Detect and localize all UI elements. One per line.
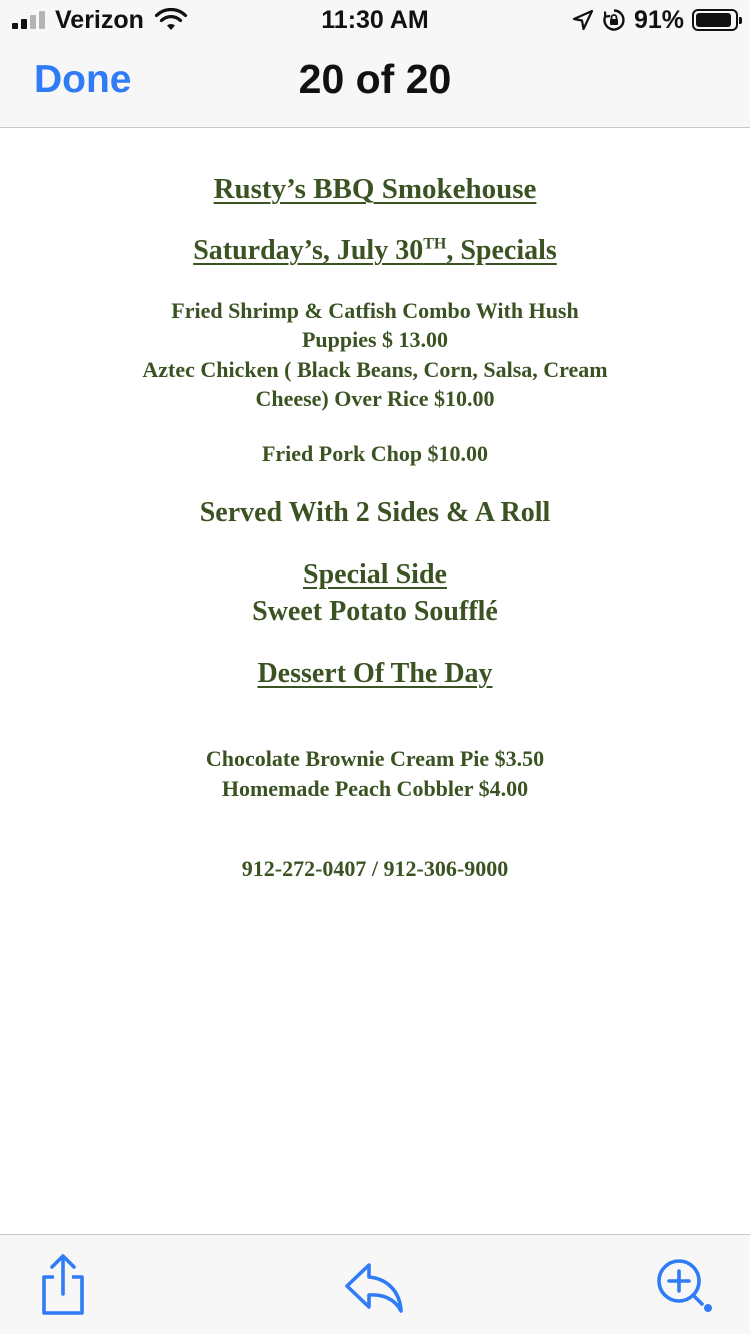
special-item-line: Puppies $ 13.00 <box>301 327 449 352</box>
specials-heading <box>0 235 750 267</box>
dessert-heading: Dessert Of The Day <box>257 658 493 689</box>
special-side-heading: Special Side <box>303 559 447 590</box>
nav-bar <box>0 40 750 128</box>
phone-numbers: 912-272-0407 / 912-306-9000 <box>241 856 509 881</box>
battery-percent: 91% <box>633 5 684 34</box>
carrier-label: Verizon <box>55 5 144 34</box>
share-icon[interactable] <box>36 1253 90 1317</box>
served-with-note: Served With 2 Sides & A Roll <box>199 497 551 528</box>
specials-heading-tail: , Specials <box>446 235 557 266</box>
document-view[interactable] <box>0 129 750 1234</box>
special-item-line: Fried Shrimp & Catfish Combo With Hush <box>171 298 579 323</box>
dessert-item: Chocolate Brownie Cream Pie $3.50 <box>205 746 545 771</box>
dessert-item: Homemade Peach Cobbler $4.00 <box>221 776 529 801</box>
bottom-toolbar <box>0 1234 750 1334</box>
battery-fill <box>696 13 731 27</box>
zoom-in-icon[interactable] <box>655 1257 717 1317</box>
special-item-line: Cheese) Over Rice $10.00 <box>255 386 495 411</box>
rotation-lock-icon <box>602 8 626 32</box>
special-side-item: Sweet Potato Soufflé <box>252 596 498 627</box>
page-counter-title: 20 of 20 <box>298 56 452 102</box>
status-bar <box>0 0 750 40</box>
done-button[interactable]: Done <box>34 58 132 101</box>
battery-icon <box>692 9 738 31</box>
special-item-line: Aztec Chicken ( Black Beans, Corn, Salsa, Cream <box>142 357 608 382</box>
reply-icon[interactable] <box>343 1261 405 1315</box>
pork-chop-item: Fried Pork Chop $10.00 <box>261 441 489 466</box>
specials-heading-date: Saturday’s, July 30 <box>193 235 424 266</box>
location-arrow-icon <box>572 9 594 31</box>
status-right <box>572 6 738 34</box>
specials-heading-suffix: TH <box>423 235 447 253</box>
status-time: 11:30 AM <box>321 6 429 34</box>
restaurant-name: Rusty’s BBQ Smokehouse <box>213 173 537 205</box>
